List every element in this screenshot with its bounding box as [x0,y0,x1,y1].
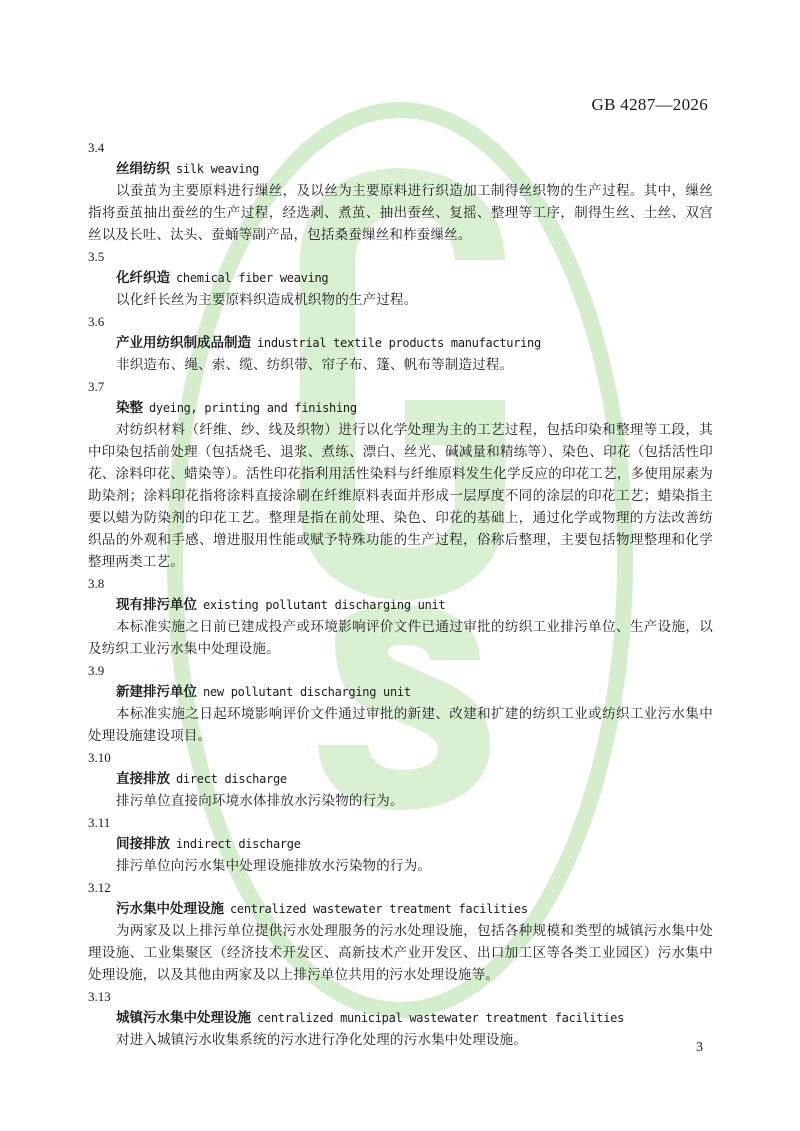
term-3-10 [88,748,713,812]
term-title-zh: 化纤织造 [116,270,170,286]
term-title-en: direct discharge [176,772,287,786]
term-definition: 排污单位直接向环境水体排放水污染物的行为。 [116,793,404,809]
term-title-zh: 新建排污单位 [116,684,197,700]
term-number: 3.12 [88,880,111,895]
term-number: 3.5 [88,249,105,264]
term-number: 3.13 [88,989,111,1004]
term-heading [88,594,713,616]
term-title-en: new pollutant discharging unit [203,685,411,699]
term-title-zh: 产业用纺织制成品制造 [116,335,251,351]
standard-code: GB 4287—2026 [591,95,708,114]
term-definition: 为两家及以上排污单位提供污水处理服务的污水处理设施，包括各种规模和类型的城镇污水集中处理设施、工业集聚区（经济技术开发区、高新技术产业开发区、出口加工区等各类工业园区）污水集中处理设施，以及其他由两家及以上排污单位共用的污水处理设施等。 [88,923,713,983]
term-heading [88,768,713,790]
term-3-4 [88,138,713,246]
term-definition: 非织造布、绳、索、缆、纺织带、帘子布、篷、帆布等制造过程。 [116,357,514,373]
term-definition: 本标准实施之日前已建成投产或环境影响评价文件已通过审批的纺织工业排污单位、生产设施，以及纺织工业污水集中处理设施。 [88,619,713,657]
term-number: 3.6 [88,314,105,329]
term-heading [88,267,713,289]
term-3-13 [88,987,713,1051]
term-title-en: silk weaving [176,162,260,176]
term-definition: 对进入城镇污水收集系统的污水进行净化处理的污水集中处理设施。 [116,1032,527,1048]
term-title-zh: 染整 [116,400,143,416]
page-number: 3 [696,1040,703,1055]
term-number: 3.11 [88,815,111,830]
term-title-en: centralized municipal wastewater treatment facilities [257,1011,625,1025]
term-heading [88,397,713,419]
term-definition: 以蚕茧为主要原料进行缫丝，及以丝为主要原料进行织造加工制得丝织物的生产过程。其中，缫丝指将蚕茧抽出蚕丝的生产过程，经选剥、煮茧、抽出蚕丝、复摇、整理等工序，制得生丝、土丝、双宫丝以及长吐、汰头、蚕蛹等副产品，包括桑蚕缫丝和柞蚕缫丝。 [88,183,713,243]
term-definition: 排污单位向污水集中处理设施排放水污染物的行为。 [116,858,432,874]
term-title-zh: 污水集中处理设施 [116,901,224,917]
term-number: 3.8 [88,576,105,591]
term-3-5 [88,247,713,311]
term-title-en: industrial textile products manufacturing [257,336,541,350]
term-3-11 [88,813,713,877]
term-heading [88,898,713,920]
term-heading [88,833,713,855]
term-3-9 [88,661,713,747]
term-definition: 本标准实施之日起环境影响评价文件通过审批的新建、改建和扩建的纺织工业或纺织工业污水集中处理设施建设项目。 [88,706,713,744]
term-definition: 对纺织材料（纤维、纱、线及织物）进行以化学处理为主的工艺过程，包括印染和整理等工段，其中印染包括前处理（包括烧毛、退浆、煮练、漂白、丝光、碱减量和精练等）、染色、印花（包括活性印花、涂料印花、蜡染等）。活性印花指利用活性染料与纤维原料发生化学反应的印花工艺，多使用尿素为助染剂；涂料印花指将涂料直接涂刷在纤维原料表面并形成一层厚度不同的涂层的印花工艺；蜡染指主要以蜡为防染剂的印花工艺。整理是指在前处理、染色、印花的基础上，通过化学或物理的方法改善纺织品的外观和手感、增进服用性能或赋予特殊功能的生产过程，俗称后整理，主要包括物理整理和化学整理两类工艺。 [88,422,713,570]
term-title-zh: 现有排污单位 [116,597,197,613]
term-heading [88,1007,713,1029]
term-3-8 [88,574,713,660]
term-3-12 [88,878,713,986]
term-title-en: indirect discharge [176,837,301,851]
term-3-6 [88,312,713,376]
term-heading [88,158,713,180]
term-title-zh: 间接排放 [116,836,170,852]
term-number: 3.4 [88,140,105,155]
term-title-zh: 丝绢纺织 [116,161,170,177]
term-definition: 以化纤长丝为主要原料织造成机织物的生产过程。 [116,292,418,308]
term-title-en: dyeing, printing and finishing [149,401,357,415]
term-number: 3.9 [88,663,105,678]
term-number: 3.10 [88,750,111,765]
term-title-en: centralized wastewater treatment facilities [230,902,528,916]
term-number: 3.7 [88,379,105,394]
terms-list [88,138,713,1052]
term-heading [88,681,713,703]
term-heading [88,332,713,354]
term-title-zh: 城镇污水集中处理设施 [116,1010,251,1026]
term-3-7 [88,377,713,573]
term-title-en: existing pollutant discharging unit [203,598,446,612]
term-title-en: chemical fiber weaving [176,271,329,285]
term-title-zh: 直接排放 [116,771,170,787]
